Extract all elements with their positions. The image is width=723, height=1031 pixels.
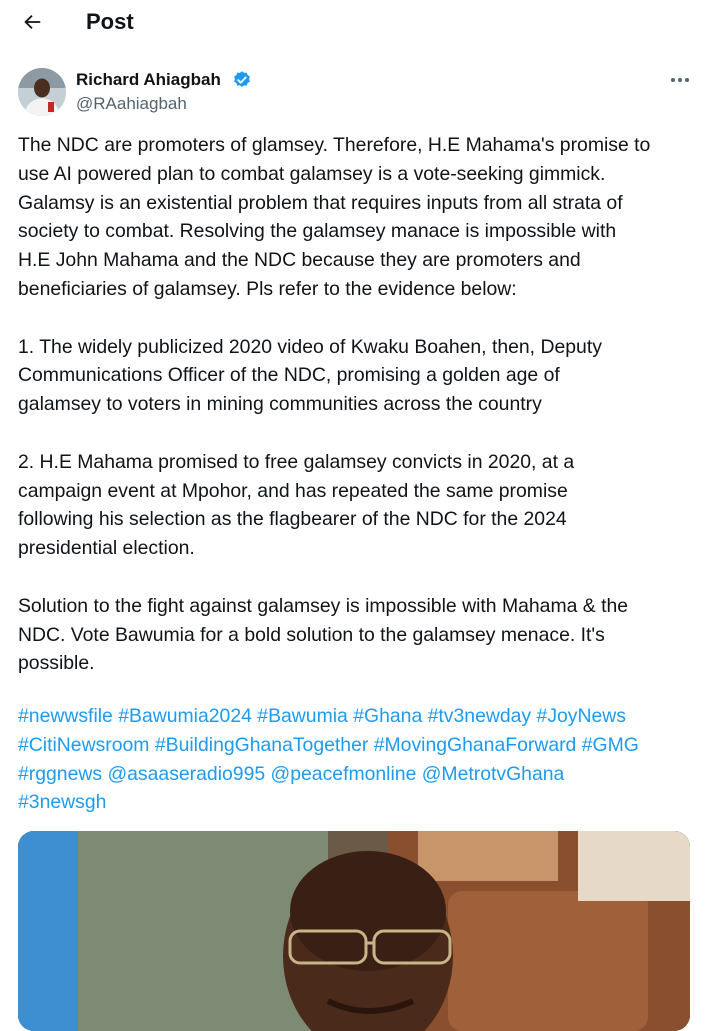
hashtag-link[interactable]: #Ghana	[353, 705, 423, 727]
tweet-line: Solution to the fight against galamsey is impossible with Mahama & the	[18, 594, 629, 617]
hashtag-link[interactable]: #JoyNews	[536, 705, 626, 727]
hashtag-link[interactable]: #3newsgh	[18, 791, 107, 814]
paragraph-gap	[18, 304, 708, 333]
author-name[interactable]: Richard Ahiagbah	[76, 70, 221, 89]
tweet-line: use AI powered plan to combat galamsey is a vote-seeking gimmick.	[18, 162, 606, 185]
hashtag-link[interactable]: #newwsfile	[18, 705, 113, 727]
hashtag-link[interactable]: #Bawumia	[257, 705, 348, 727]
tweet-text	[18, 131, 708, 678]
paragraph-gap	[18, 563, 708, 592]
photo-illustration	[18, 831, 690, 1031]
mention-link[interactable]: @MetrotvGhana	[421, 762, 565, 785]
verified-badge-icon	[232, 70, 252, 90]
tweet-line: The NDC are promoters of glamsey. Therefore, H.E Mahama's promise to	[18, 134, 651, 156]
arrow-left-icon	[21, 11, 43, 33]
hashtag-link[interactable]: #CitiNewsroom	[18, 733, 150, 756]
more-horizontal-icon	[670, 77, 690, 83]
page-title: Post	[86, 9, 134, 34]
tweet-line: Communications Officer of the NDC, promising a golden age of	[18, 364, 560, 387]
tweet-line: 1. The widely publicized 2020 video of Kwaku Boahen, then, Deputy	[18, 335, 602, 358]
top-bar	[0, 0, 723, 44]
hashtag-link[interactable]: #MovingGhanaForward	[373, 733, 577, 756]
avatar[interactable]	[18, 68, 66, 116]
tweet-line: presidential election.	[18, 537, 195, 560]
hashtag-row	[18, 731, 708, 760]
mention-link[interactable]: @asaaseradio995	[107, 762, 266, 785]
more-options-button[interactable]	[664, 66, 696, 94]
paragraph-gap	[18, 419, 708, 448]
tweet-line: NDC. Vote Bawumia for a bold solution to the galamsey menace. It's	[18, 623, 605, 646]
hashtag-row	[18, 702, 708, 731]
hashtag-row	[18, 788, 708, 817]
tweet-line: society to combat. Resolving the galamsey manace is impossible with	[18, 220, 617, 243]
hashtag-link[interactable]: #tv3newday	[427, 705, 532, 727]
tweet-media-image[interactable]	[18, 831, 690, 1031]
tweet-line: possible.	[18, 652, 95, 675]
avatar-image	[18, 68, 66, 116]
tweet-line: galamsey to voters in mining communities across the country	[18, 393, 542, 416]
tweet-hashtags	[18, 702, 708, 817]
tweet-line: H.E John Mahama and the NDC because they are promoters and	[18, 249, 581, 272]
hashtag-link[interactable]: #GMG	[581, 733, 639, 756]
mention-link[interactable]: @peacefmonline	[270, 762, 417, 785]
hashtag-link[interactable]: #rggnews	[18, 762, 103, 785]
hashtag-link[interactable]: #Bawumia2024	[118, 705, 252, 727]
tweet-line: beneficiaries of galamsey. Pls refer to the evidence below:	[18, 277, 517, 300]
hashtag-row	[18, 760, 708, 789]
author-handle[interactable]: @RAahiagbah	[76, 94, 187, 113]
back-button[interactable]	[14, 4, 50, 40]
hashtag-link[interactable]: #BuildingGhanaTogether	[154, 733, 369, 756]
tweet-line: 2. H.E Mahama promised to free galamsey convicts in 2020, at a	[18, 450, 575, 473]
tweet-line: campaign event at Mpohor, and has repeated the same promise	[18, 479, 568, 502]
tweet-line: following his selection as the flagbearer of the NDC for the 2024	[18, 508, 567, 531]
tweet-line: Galamsy is an existential problem that requires inputs from all strata of	[18, 191, 623, 214]
